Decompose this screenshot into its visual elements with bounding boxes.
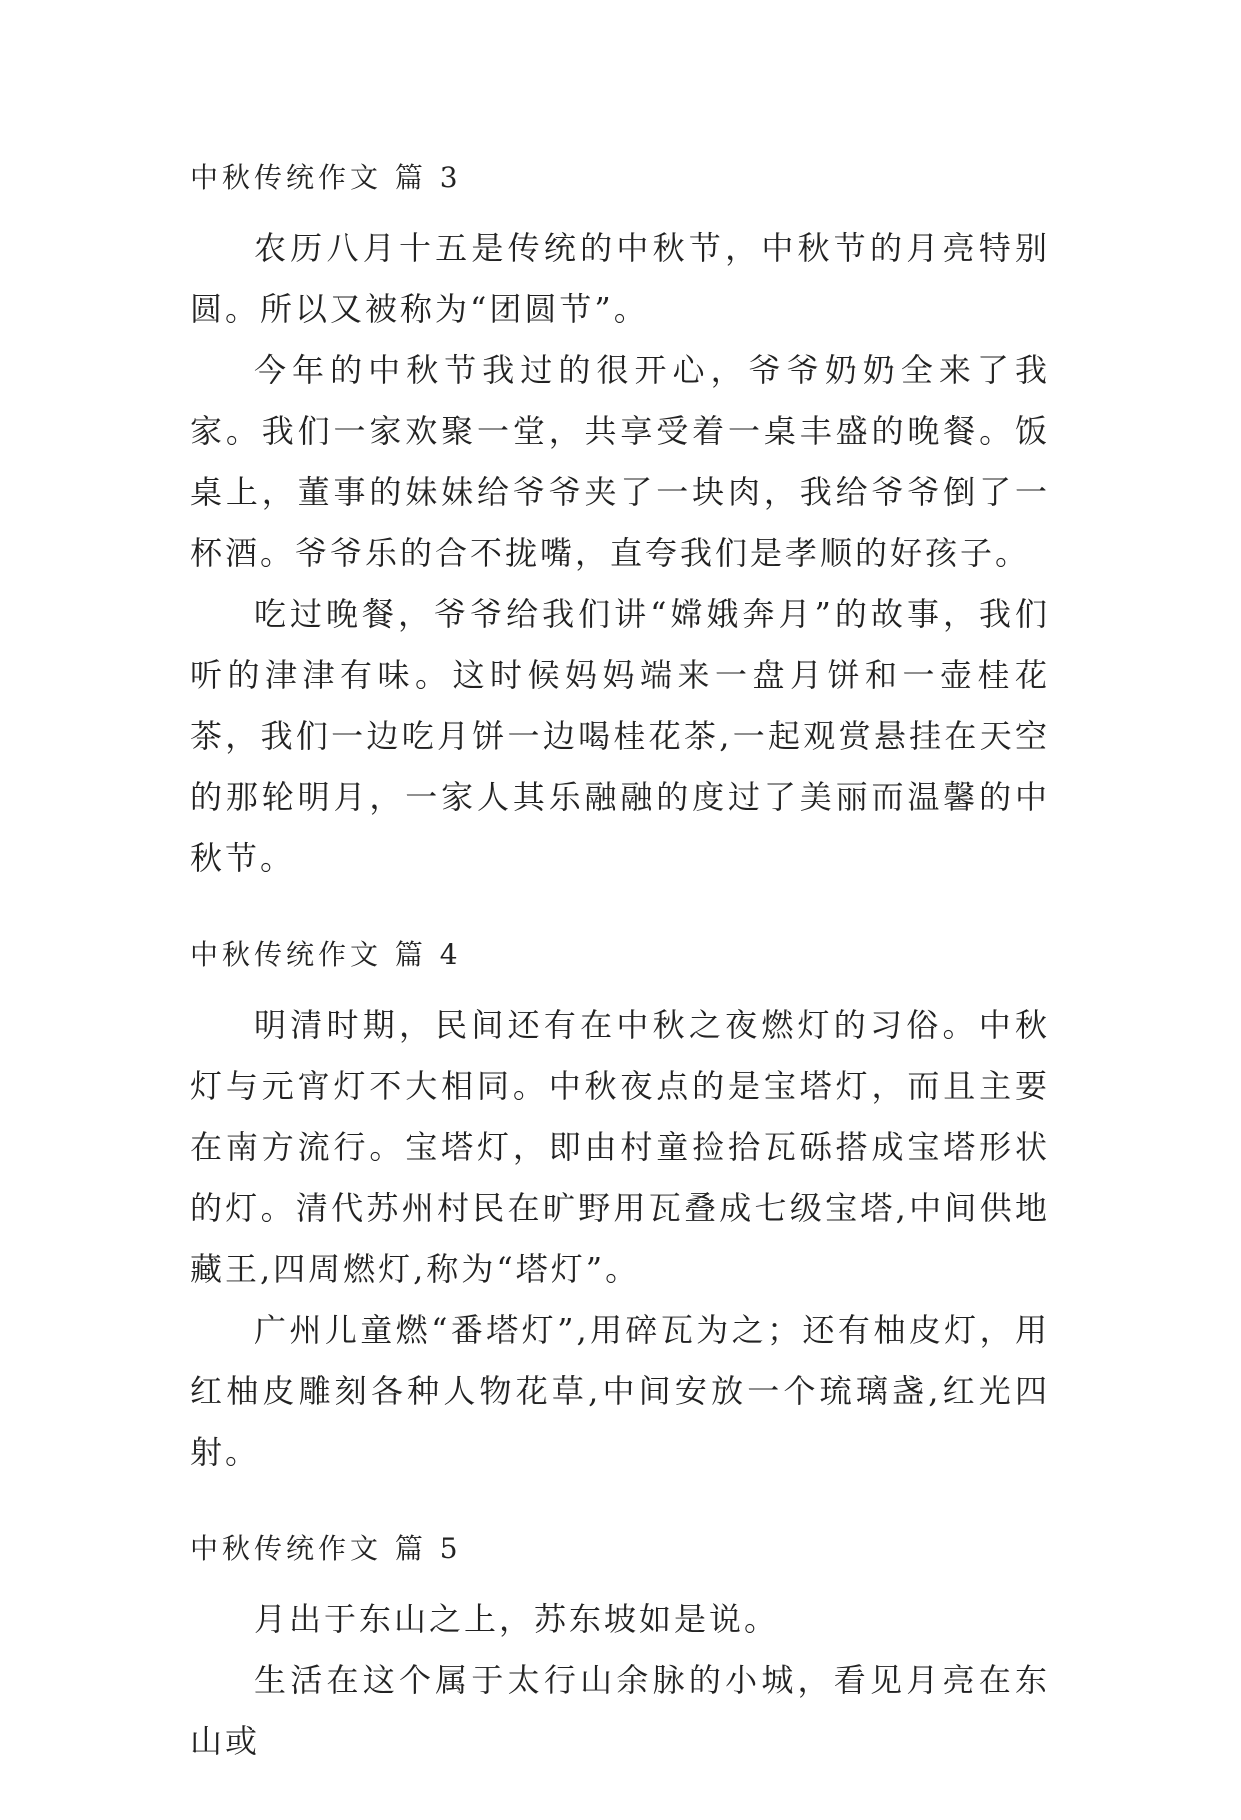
section-heading: 中秋传统作文 篇 5 bbox=[190, 1532, 462, 1565]
paragraph: 吃过晚餐，爷爷给我们讲“嫦娥奔月”的故事，我们听的津津有味。这时候妈妈端来一盘月饼和一壶桂花茶，我们一边吃月饼一边喝桂花茶,一起观赏悬挂在天空的那轮明月，一家人其乐融融的度过了美丽而温馨的中秋节。 bbox=[190, 595, 1050, 877]
essay-section-4 bbox=[190, 937, 1050, 1483]
document-body bbox=[190, 160, 1050, 1820]
paragraph: 广州儿童燃“番塔灯”,用碎瓦为之；还有柚皮灯，用红柚皮雕刻各种人物花草,中间安放一个琉璃盏,红光四射。 bbox=[190, 1311, 1050, 1471]
paragraph: 今年的中秋节我过的很开心，爷爷奶奶全来了我家。我们一家欢聚一堂，共享受着一桌丰盛的晚餐。饭桌上，董事的妹妹给爷爷夹了一块肉，我给爷爷倒了一杯酒。爷爷乐的合不拢嘴，直夸我们是孝顺的好孩子。 bbox=[190, 351, 1050, 572]
paragraph: 生活在这个属于太行山余脉的小城，看见月亮在东山或 bbox=[190, 1661, 1050, 1760]
essay-section-5 bbox=[190, 1531, 1050, 1772]
essay-section-3 bbox=[190, 160, 1050, 889]
paragraph: 月出于东山之上，苏东坡如是说。 bbox=[254, 1600, 780, 1638]
section-heading: 中秋传统作文 篇 4 bbox=[190, 938, 462, 971]
paragraph: 明清时期，民间还有在中秋之夜燃灯的习俗。中秋灯与元宵灯不大相同。中秋夜点的是宝塔灯，而且主要在南方流行。宝塔灯，即由村童捡拾瓦砾搭成宝塔形状的灯。清代苏州村民在旷野用瓦叠成七级宝塔,中间供地藏王,四周燃灯,称为“塔灯”。 bbox=[190, 1006, 1050, 1288]
paragraph: 农历八月十五是传统的中秋节，中秋节的月亮特别圆。所以又被称为“团圆节”。 bbox=[190, 229, 1050, 328]
section-heading: 中秋传统作文 篇 3 bbox=[190, 161, 462, 194]
